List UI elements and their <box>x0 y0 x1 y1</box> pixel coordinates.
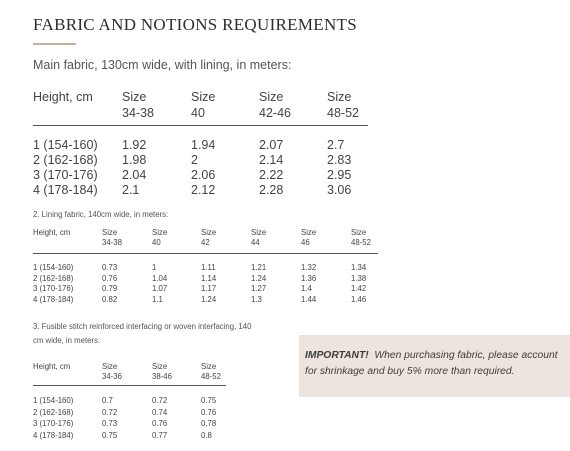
header-label: Size <box>351 228 367 237</box>
value-cell: 0.76 <box>201 407 217 417</box>
value-cell: 2.83 <box>327 153 352 167</box>
header-label: Size <box>191 90 216 104</box>
header-cell <box>102 362 122 381</box>
header-cell <box>201 228 216 247</box>
header-cell <box>201 362 221 381</box>
value-cell: 1.44 <box>301 294 317 304</box>
lining-fabric-table <box>33 228 378 304</box>
title-underline <box>33 43 76 45</box>
header-label: Size <box>152 228 168 237</box>
value-cell: 1.27 <box>251 284 267 293</box>
header-cell <box>301 228 316 247</box>
value-cell: 1.32 <box>301 263 317 272</box>
header-label: Size <box>102 228 118 237</box>
value-cell: 2.07 <box>259 138 284 152</box>
value-cell: 1.38 <box>351 273 367 283</box>
header-size: 38-46 <box>152 371 172 381</box>
value-cell: 1.24 <box>201 294 217 304</box>
header-size: 48-52 <box>201 371 221 381</box>
header-label: Size <box>201 362 217 371</box>
value-cell: 1.11 <box>201 263 216 272</box>
header-size: 42 <box>201 237 210 247</box>
value-cell: 1.24 <box>251 273 267 283</box>
value-cell: 1.4 <box>301 284 312 293</box>
header-divider <box>33 385 226 386</box>
page-title: FABRIC AND NOTIONS REQUIREMENTS <box>33 15 357 34</box>
interfacing-table <box>33 362 226 440</box>
header-cell <box>259 90 291 121</box>
value-cell: 2.7 <box>327 138 345 152</box>
value-cell: 1.94 <box>191 138 216 152</box>
header-cell <box>191 90 215 121</box>
header-cell <box>152 362 172 381</box>
height-cell: 3 (170-176) <box>33 284 74 293</box>
header-size: 44 <box>251 237 260 247</box>
header-cell <box>152 228 167 247</box>
value-cell: 1 <box>152 263 157 272</box>
header-cell <box>33 90 93 106</box>
value-cell: 2.1 <box>122 183 140 197</box>
value-cell: 2 <box>191 153 198 167</box>
table-header <box>33 228 378 250</box>
value-cell: 2.28 <box>259 183 284 197</box>
height-cell: 4 (178-184) <box>33 430 74 440</box>
height-cell: 2 (162-168) <box>33 407 74 417</box>
table-header <box>33 90 368 122</box>
value-cell: 0.78 <box>201 419 217 428</box>
height-cell: 1 (154-160) <box>33 263 74 272</box>
value-cell: 1.07 <box>152 284 168 293</box>
height-cell: 2 (162-168) <box>33 153 98 167</box>
main-fabric-table <box>33 90 368 197</box>
header-size: 42-46 <box>259 105 291 120</box>
table-header <box>33 362 226 384</box>
important-text: When purchasing fabric, please account for shrinkage and buy 5% more than required. <box>305 350 558 377</box>
important-label: IMPORTANT! <box>305 350 369 361</box>
value-cell: 0.73 <box>102 263 118 272</box>
header-cell <box>122 90 154 121</box>
header-divider <box>33 125 368 126</box>
value-cell: 3.06 <box>327 183 352 197</box>
value-cell: 0.72 <box>102 407 118 417</box>
value-cell: 0.75 <box>102 430 118 440</box>
value-cell: 2.14 <box>259 153 284 167</box>
height-cell: 1 (154-160) <box>33 138 98 152</box>
value-cell: 1.1 <box>152 294 163 304</box>
interfacing-caption: 3. Fusible stitch reinforced interfacing or woven interfacing, 140 cm wide, in meters: <box>33 322 252 345</box>
height-cell: 4 (178-184) <box>33 294 74 304</box>
header-label: Height, cm <box>33 90 93 104</box>
value-cell: 0.72 <box>152 396 168 405</box>
value-cell: 0.8 <box>201 430 212 440</box>
header-size: 34-36 <box>102 371 122 381</box>
height-cell: 4 (178-184) <box>33 183 98 197</box>
height-cell: 1 (154-160) <box>33 396 74 405</box>
height-cell: 3 (170-176) <box>33 168 98 182</box>
value-cell: 0.82 <box>102 294 118 304</box>
header-label: Size <box>259 90 284 104</box>
value-cell: 2.95 <box>327 168 352 182</box>
value-cell: 1.21 <box>251 263 267 272</box>
header-size: 34-38 <box>102 237 122 247</box>
header-size: 48-52 <box>327 105 359 120</box>
value-cell: 2.04 <box>122 168 147 182</box>
value-cell: 0.73 <box>102 419 118 428</box>
height-cell: 2 (162-168) <box>33 273 74 283</box>
value-cell: 1.04 <box>152 273 168 283</box>
header-cell <box>33 228 70 238</box>
header-label: Size <box>327 90 352 104</box>
header-label: Height, cm <box>33 362 71 371</box>
important-note <box>299 335 570 397</box>
value-cell: 1.34 <box>351 263 367 272</box>
header-label: Size <box>152 362 168 371</box>
header-size: 46 <box>301 237 310 247</box>
lining-fabric-caption: 2. Lining fabric, 140cm wide, in meters: <box>33 210 169 219</box>
header-cell <box>33 362 70 372</box>
value-cell: 0.74 <box>152 407 168 417</box>
value-cell: 1.3 <box>251 294 262 304</box>
header-size: 40 <box>152 237 161 247</box>
value-cell: 0.75 <box>201 396 217 405</box>
value-cell: 0.7 <box>102 396 113 405</box>
value-cell: 0.77 <box>152 430 168 440</box>
height-cell: 3 (170-176) <box>33 419 74 428</box>
value-cell: 2.12 <box>191 183 216 197</box>
header-divider <box>33 253 378 254</box>
header-size: 48-52 <box>351 237 371 247</box>
header-cell <box>351 228 371 247</box>
header-label: Size <box>251 228 267 237</box>
value-cell: 1.14 <box>201 273 217 283</box>
header-size: 34-38 <box>122 105 154 120</box>
value-cell: 1.36 <box>301 273 317 283</box>
main-fabric-caption: Main fabric, 130cm wide, with lining, in meters: <box>33 58 292 72</box>
value-cell: 1.92 <box>122 138 147 152</box>
value-cell: 0.76 <box>152 419 168 428</box>
value-cell: 1.42 <box>351 284 367 293</box>
header-label: Size <box>122 90 147 104</box>
header-label: Size <box>201 228 217 237</box>
value-cell: 1.46 <box>351 294 367 304</box>
value-cell: 1.17 <box>201 284 217 293</box>
value-cell: 2.06 <box>191 168 216 182</box>
header-label: Size <box>102 362 118 371</box>
value-cell: 0.79 <box>102 284 118 293</box>
header-label: Height, cm <box>33 228 71 237</box>
value-cell: 1.98 <box>122 153 147 167</box>
value-cell: 2.22 <box>259 168 284 182</box>
value-cell: 0.76 <box>102 273 118 283</box>
header-cell <box>251 228 266 247</box>
header-cell <box>102 228 122 247</box>
header-cell <box>327 90 359 121</box>
header-size: 40 <box>191 105 205 120</box>
header-label: Size <box>301 228 317 237</box>
